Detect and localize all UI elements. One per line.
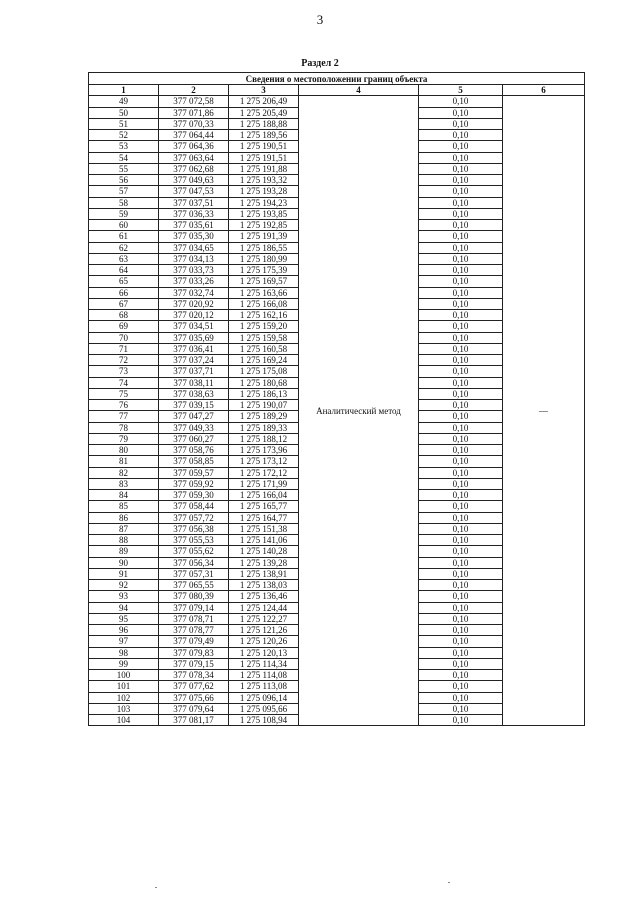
point-number-cell: 94 [89, 602, 159, 613]
x-coordinate-cell: 377 062,68 [159, 163, 229, 174]
point-number-cell: 93 [89, 591, 159, 602]
point-number-cell: 62 [89, 242, 159, 253]
accuracy-cell: 0,10 [419, 602, 503, 613]
accuracy-cell: 0,10 [419, 152, 503, 163]
scan-mark [448, 882, 450, 883]
y-coordinate-cell: 1 275 186,13 [229, 388, 299, 399]
y-coordinate-cell: 1 275 189,29 [229, 411, 299, 422]
x-coordinate-cell: 377 079,64 [159, 703, 229, 714]
accuracy-cell: 0,10 [419, 501, 503, 512]
y-coordinate-cell: 1 275 151,38 [229, 523, 299, 534]
y-coordinate-cell: 1 275 173,96 [229, 445, 299, 456]
y-coordinate-cell: 1 275 172,12 [229, 467, 299, 478]
x-coordinate-cell: 377 047,53 [159, 186, 229, 197]
point-number-cell: 78 [89, 422, 159, 433]
y-coordinate-cell: 1 275 114,34 [229, 658, 299, 669]
x-coordinate-cell: 377 064,36 [159, 141, 229, 152]
x-coordinate-cell: 377 020,12 [159, 310, 229, 321]
point-number-cell: 63 [89, 253, 159, 264]
y-coordinate-cell: 1 275 164,77 [229, 512, 299, 523]
point-number-cell: 61 [89, 231, 159, 242]
accuracy-cell: 0,10 [419, 186, 503, 197]
accuracy-cell: 0,10 [419, 321, 503, 332]
boundary-coordinates-table [88, 72, 585, 726]
y-coordinate-cell: 1 275 193,32 [229, 175, 299, 186]
x-coordinate-cell: 377 039,15 [159, 400, 229, 411]
accuracy-cell: 0,10 [419, 388, 503, 399]
point-number-cell: 50 [89, 107, 159, 118]
point-number-cell: 58 [89, 197, 159, 208]
accuracy-cell: 0,10 [419, 512, 503, 523]
scan-mark [155, 887, 157, 888]
point-number-cell: 91 [89, 568, 159, 579]
accuracy-cell: 0,10 [419, 197, 503, 208]
x-coordinate-cell: 377 058,85 [159, 456, 229, 467]
point-number-cell: 96 [89, 625, 159, 636]
point-number-cell: 66 [89, 287, 159, 298]
point-number-cell: 56 [89, 175, 159, 186]
accuracy-cell: 0,10 [419, 580, 503, 591]
x-coordinate-cell: 377 056,34 [159, 557, 229, 568]
y-coordinate-cell: 1 275 169,57 [229, 276, 299, 287]
x-coordinate-cell: 377 036,41 [159, 343, 229, 354]
y-coordinate-cell: 1 275 186,55 [229, 242, 299, 253]
point-number-cell: 79 [89, 433, 159, 444]
column-header: 3 [229, 85, 299, 96]
accuracy-cell: 0,10 [419, 546, 503, 557]
accuracy-cell: 0,10 [419, 208, 503, 219]
accuracy-cell: 0,10 [419, 231, 503, 242]
x-coordinate-cell: 377 078,71 [159, 613, 229, 624]
x-coordinate-cell: 377 049,33 [159, 422, 229, 433]
x-coordinate-cell: 377 035,69 [159, 332, 229, 343]
point-number-cell: 100 [89, 670, 159, 681]
point-number-cell: 81 [89, 456, 159, 467]
point-number-cell: 74 [89, 377, 159, 388]
x-coordinate-cell: 377 079,15 [159, 658, 229, 669]
x-coordinate-cell: 377 057,31 [159, 568, 229, 579]
point-number-cell: 95 [89, 613, 159, 624]
y-coordinate-cell: 1 275 193,85 [229, 208, 299, 219]
accuracy-cell: 0,10 [419, 220, 503, 231]
point-number-cell: 49 [89, 96, 159, 107]
x-coordinate-cell: 377 038,63 [159, 388, 229, 399]
table-caption: Сведения о местоположении границ объекта [89, 73, 585, 85]
accuracy-cell: 0,10 [419, 647, 503, 658]
point-number-cell: 71 [89, 343, 159, 354]
column-header: 5 [419, 85, 503, 96]
accuracy-cell: 0,10 [419, 411, 503, 422]
y-coordinate-cell: 1 275 192,85 [229, 220, 299, 231]
x-coordinate-cell: 377 059,57 [159, 467, 229, 478]
point-number-cell: 60 [89, 220, 159, 231]
y-coordinate-cell: 1 275 114,08 [229, 670, 299, 681]
y-coordinate-cell: 1 275 191,51 [229, 152, 299, 163]
accuracy-cell: 0,10 [419, 163, 503, 174]
column-header: 4 [299, 85, 419, 96]
point-number-cell: 54 [89, 152, 159, 163]
y-coordinate-cell: 1 275 188,12 [229, 433, 299, 444]
point-number-cell: 104 [89, 715, 159, 726]
accuracy-cell: 0,10 [419, 490, 503, 501]
point-number-cell: 82 [89, 467, 159, 478]
x-coordinate-cell: 377 064,44 [159, 130, 229, 141]
accuracy-cell: 0,10 [419, 445, 503, 456]
y-coordinate-cell: 1 275 095,66 [229, 703, 299, 714]
column-header: 6 [503, 85, 585, 96]
x-coordinate-cell: 377 038,11 [159, 377, 229, 388]
y-coordinate-cell: 1 275 190,51 [229, 141, 299, 152]
accuracy-cell: 0,10 [419, 377, 503, 388]
accuracy-cell: 0,10 [419, 355, 503, 366]
x-coordinate-cell: 377 047,27 [159, 411, 229, 422]
y-coordinate-cell: 1 275 108,94 [229, 715, 299, 726]
page-number: 3 [316, 12, 324, 27]
x-coordinate-cell: 377 034,13 [159, 253, 229, 264]
x-coordinate-cell: 377 033,73 [159, 265, 229, 276]
x-coordinate-cell: 377 059,92 [159, 478, 229, 489]
y-coordinate-cell: 1 275 189,33 [229, 422, 299, 433]
accuracy-cell: 0,10 [419, 366, 503, 377]
accuracy-cell: 0,10 [419, 692, 503, 703]
x-coordinate-cell: 377 058,44 [159, 501, 229, 512]
x-coordinate-cell: 377 079,49 [159, 636, 229, 647]
y-coordinate-cell: 1 275 162,16 [229, 310, 299, 321]
y-coordinate-cell: 1 275 205,49 [229, 107, 299, 118]
point-number-cell: 69 [89, 321, 159, 332]
point-number-cell: 75 [89, 388, 159, 399]
y-coordinate-cell: 1 275 191,88 [229, 163, 299, 174]
x-coordinate-cell: 377 033,26 [159, 276, 229, 287]
point-number-cell: 73 [89, 366, 159, 377]
x-coordinate-cell: 377 037,51 [159, 197, 229, 208]
point-number-cell: 90 [89, 557, 159, 568]
y-coordinate-cell: 1 275 193,28 [229, 186, 299, 197]
point-number-cell: 76 [89, 400, 159, 411]
y-coordinate-cell: 1 275 163,66 [229, 287, 299, 298]
x-coordinate-cell: 377 049,63 [159, 175, 229, 186]
point-number-cell: 55 [89, 163, 159, 174]
y-coordinate-cell: 1 275 190,07 [229, 400, 299, 411]
y-coordinate-cell: 1 275 159,20 [229, 321, 299, 332]
x-coordinate-cell: 377 060,27 [159, 433, 229, 444]
point-number-cell: 83 [89, 478, 159, 489]
accuracy-cell: 0,10 [419, 433, 503, 444]
column-header: 2 [159, 85, 229, 96]
y-coordinate-cell: 1 275 096,14 [229, 692, 299, 703]
accuracy-cell: 0,10 [419, 658, 503, 669]
point-number-cell: 86 [89, 512, 159, 523]
point-number-cell: 99 [89, 658, 159, 669]
y-coordinate-cell: 1 275 120,13 [229, 647, 299, 658]
accuracy-cell: 0,10 [419, 265, 503, 276]
point-number-cell: 65 [89, 276, 159, 287]
y-coordinate-cell: 1 275 165,77 [229, 501, 299, 512]
point-number-cell: 52 [89, 130, 159, 141]
y-coordinate-cell: 1 275 138,03 [229, 580, 299, 591]
x-coordinate-cell: 377 035,61 [159, 220, 229, 231]
y-coordinate-cell: 1 275 166,04 [229, 490, 299, 501]
y-coordinate-cell: 1 275 139,28 [229, 557, 299, 568]
y-coordinate-cell: 1 275 171,99 [229, 478, 299, 489]
x-coordinate-cell: 377 057,72 [159, 512, 229, 523]
x-coordinate-cell: 377 072,58 [159, 96, 229, 107]
point-number-cell: 57 [89, 186, 159, 197]
method-cell: Аналитический метод [299, 96, 419, 726]
y-coordinate-cell: 1 275 206,49 [229, 96, 299, 107]
accuracy-cell: 0,10 [419, 557, 503, 568]
accuracy-cell: 0,10 [419, 523, 503, 534]
x-coordinate-cell: 377 035,30 [159, 231, 229, 242]
point-number-cell: 64 [89, 265, 159, 276]
x-coordinate-cell: 377 081,17 [159, 715, 229, 726]
accuracy-cell: 0,10 [419, 715, 503, 726]
x-coordinate-cell: 377 075,66 [159, 692, 229, 703]
x-coordinate-cell: 377 037,24 [159, 355, 229, 366]
accuracy-cell: 0,10 [419, 478, 503, 489]
accuracy-cell: 0,10 [419, 253, 503, 264]
y-coordinate-cell: 1 275 160,58 [229, 343, 299, 354]
table-header-row [89, 85, 585, 96]
x-coordinate-cell: 377 063,64 [159, 152, 229, 163]
y-coordinate-cell: 1 275 141,06 [229, 535, 299, 546]
x-coordinate-cell: 377 037,71 [159, 366, 229, 377]
accuracy-cell: 0,10 [419, 467, 503, 478]
accuracy-cell: 0,10 [419, 625, 503, 636]
x-coordinate-cell: 377 079,83 [159, 647, 229, 658]
x-coordinate-cell: 377 034,65 [159, 242, 229, 253]
y-coordinate-cell: 1 275 180,99 [229, 253, 299, 264]
accuracy-cell: 0,10 [419, 175, 503, 186]
y-coordinate-cell: 1 275 173,12 [229, 456, 299, 467]
x-coordinate-cell: 377 070,33 [159, 118, 229, 129]
y-coordinate-cell: 1 275 188,88 [229, 118, 299, 129]
accuracy-cell: 0,10 [419, 141, 503, 152]
point-number-cell: 102 [89, 692, 159, 703]
point-number-cell: 87 [89, 523, 159, 534]
x-coordinate-cell: 377 055,53 [159, 535, 229, 546]
accuracy-cell: 0,10 [419, 96, 503, 107]
point-number-cell: 98 [89, 647, 159, 658]
y-coordinate-cell: 1 275 175,39 [229, 265, 299, 276]
point-number-cell: 85 [89, 501, 159, 512]
y-coordinate-cell: 1 275 124,44 [229, 602, 299, 613]
accuracy-cell: 0,10 [419, 118, 503, 129]
point-number-cell: 84 [89, 490, 159, 501]
point-number-cell: 92 [89, 580, 159, 591]
accuracy-cell: 0,10 [419, 535, 503, 546]
x-coordinate-cell: 377 080,39 [159, 591, 229, 602]
x-coordinate-cell: 377 077,62 [159, 681, 229, 692]
point-number-cell: 77 [89, 411, 159, 422]
x-coordinate-cell: 377 056,38 [159, 523, 229, 534]
x-coordinate-cell: 377 032,74 [159, 287, 229, 298]
y-coordinate-cell: 1 275 120,26 [229, 636, 299, 647]
accuracy-cell: 0,10 [419, 343, 503, 354]
y-coordinate-cell: 1 275 136,46 [229, 591, 299, 602]
y-coordinate-cell: 1 275 138,91 [229, 568, 299, 579]
point-number-cell: 53 [89, 141, 159, 152]
y-coordinate-cell: 1 275 166,08 [229, 298, 299, 309]
y-coordinate-cell: 1 275 159,58 [229, 332, 299, 343]
x-coordinate-cell: 377 036,33 [159, 208, 229, 219]
y-coordinate-cell: 1 275 175,08 [229, 366, 299, 377]
accuracy-cell: 0,10 [419, 287, 503, 298]
accuracy-cell: 0,10 [419, 703, 503, 714]
y-coordinate-cell: 1 275 121,26 [229, 625, 299, 636]
x-coordinate-cell: 377 058,76 [159, 445, 229, 456]
accuracy-cell: 0,10 [419, 400, 503, 411]
accuracy-cell: 0,10 [419, 276, 503, 287]
y-coordinate-cell: 1 275 122,27 [229, 613, 299, 624]
x-coordinate-cell: 377 059,30 [159, 490, 229, 501]
y-coordinate-cell: 1 275 191,39 [229, 231, 299, 242]
accuracy-cell: 0,10 [419, 310, 503, 321]
accuracy-cell: 0,10 [419, 130, 503, 141]
point-number-cell: 59 [89, 208, 159, 219]
column-header: 1 [89, 85, 159, 96]
table-row [89, 96, 585, 107]
x-coordinate-cell: 377 078,34 [159, 670, 229, 681]
accuracy-cell: 0,10 [419, 636, 503, 647]
x-coordinate-cell: 377 065,55 [159, 580, 229, 591]
point-number-cell: 51 [89, 118, 159, 129]
point-number-cell: 67 [89, 298, 159, 309]
table-caption-row [89, 73, 585, 85]
accuracy-cell: 0,10 [419, 242, 503, 253]
point-number-cell: 103 [89, 703, 159, 714]
point-number-cell: 88 [89, 535, 159, 546]
y-coordinate-cell: 1 275 113,08 [229, 681, 299, 692]
accuracy-cell: 0,10 [419, 568, 503, 579]
y-coordinate-cell: 1 275 169,24 [229, 355, 299, 366]
y-coordinate-cell: 1 275 189,56 [229, 130, 299, 141]
x-coordinate-cell: 377 055,62 [159, 546, 229, 557]
accuracy-cell: 0,10 [419, 613, 503, 624]
point-number-cell: 70 [89, 332, 159, 343]
point-number-cell: 68 [89, 310, 159, 321]
accuracy-cell: 0,10 [419, 591, 503, 602]
accuracy-cell: 0,10 [419, 670, 503, 681]
y-coordinate-cell: 1 275 180,68 [229, 377, 299, 388]
accuracy-cell: 0,10 [419, 681, 503, 692]
point-number-cell: 97 [89, 636, 159, 647]
x-coordinate-cell: 377 079,14 [159, 602, 229, 613]
x-coordinate-cell: 377 020,92 [159, 298, 229, 309]
accuracy-cell: 0,10 [419, 456, 503, 467]
point-number-cell: 80 [89, 445, 159, 456]
section-title: Раздел 2 [301, 58, 339, 69]
x-coordinate-cell: 377 071,86 [159, 107, 229, 118]
y-coordinate-cell: 1 275 140,28 [229, 546, 299, 557]
accuracy-cell: 0,10 [419, 298, 503, 309]
point-number-cell: 101 [89, 681, 159, 692]
accuracy-cell: 0,10 [419, 332, 503, 343]
x-coordinate-cell: 377 034,51 [159, 321, 229, 332]
accuracy-cell: 0,10 [419, 107, 503, 118]
x-coordinate-cell: 377 078,77 [159, 625, 229, 636]
point-number-cell: 89 [89, 546, 159, 557]
accuracy-cell: 0,10 [419, 422, 503, 433]
column-6-cell: — [503, 96, 585, 726]
y-coordinate-cell: 1 275 194,23 [229, 197, 299, 208]
point-number-cell: 72 [89, 355, 159, 366]
